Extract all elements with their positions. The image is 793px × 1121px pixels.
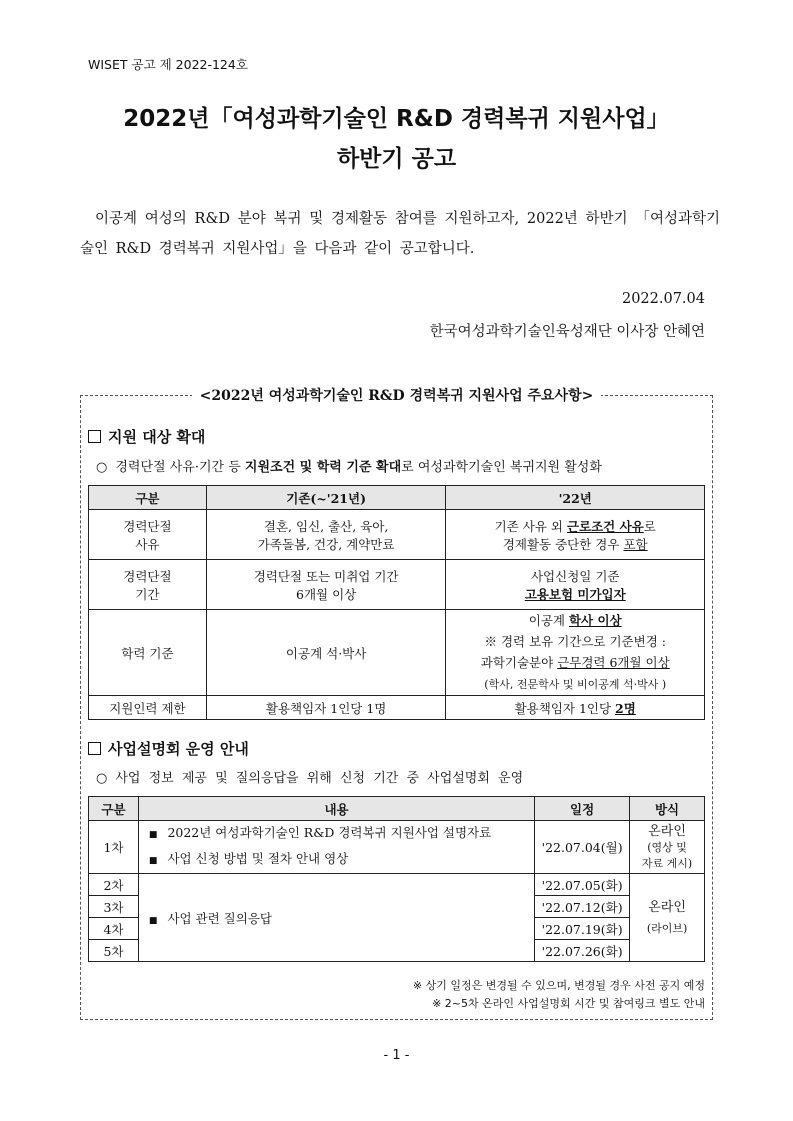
table-row: 학력 기준 이공계 석·박사 이공계 학사 이상 ※ 경력 보유 기간으로 기준변경 : 과학기술분야 근무경력 6개월 이상 (학사, 전문학사 및 비이공계 석·박사 )	[89, 610, 705, 696]
table-row: 경력단절 기간 경력단절 또는 미취업 기간 6개월 이상 사업신청일 기준 고용보험 미가입자	[89, 560, 705, 610]
table-row: 5차 '22.07.26(화)	[89, 940, 705, 962]
link-note: ※ 2~5차 온라인 사업설명회 시간 및 참여링크 별도 안내	[432, 997, 705, 1010]
table-row: 지원인력 제한 활용책임자 1인당 1명 활용책임자 1인당 2명	[89, 696, 705, 720]
notice-date: 2022.07.04	[621, 291, 705, 307]
table-row: 1차 ■ 2022년 여성과학기술인 R&D 경력복귀 지원사업 설명자료 ■ 사업 신청 방법 및 절차 안내 영상 '22.07.04(월) 온라인 (영상 및 자료 게시)	[89, 821, 705, 874]
square-bullet-icon: ■	[148, 856, 158, 866]
square-bullet-icon: ■	[148, 830, 158, 840]
section-heading-briefing: 사업설명회 운영 안내	[88, 738, 249, 759]
schedule-note: ※ 상기 일정은 변경될 수 있으며, 변경될 경우 사전 공지 예정	[412, 979, 705, 992]
document-title: 2022년「여성과학기술인 R&D 경력복귀 지원사업」	[123, 106, 670, 132]
briefing-bullet: ○ 사업 정보 제공 및 질의응답을 위해 신청 기간 중 사업설명회 운영	[96, 771, 524, 786]
circle-bullet-icon: ○	[96, 460, 108, 475]
intro-paragraph: 이공계 여성의 R&D 분야 복귀 및 경제활동 참여를 지원하고자, 2022년 하반기 「여성과학기술인 R&D 경력복귀 지원사업」을 다음과 같이 공고합니다.	[80, 211, 720, 257]
notice-number: WISET 공고 제 2022-124호	[88, 57, 248, 72]
eligibility-table	[88, 485, 705, 720]
checkbox-square-icon	[88, 742, 101, 755]
table-header-row: 구분 기존(~'21년) '22년	[89, 486, 705, 510]
key-points-title: <2022년 여성과학기술인 R&D 경력복귀 지원사업 주요사항>	[0, 385, 793, 405]
table-row: 경력단절 사유 결혼, 임신, 출산, 육아, 가족돌봄, 건강, 계약만료 기존 사유 외 근로조건 사유로 경제활동 중단한 경우 포함	[89, 510, 705, 560]
circle-bullet-icon: ○	[96, 771, 108, 786]
table-row: 3차 '22.07.12(화)	[89, 896, 705, 918]
briefing-schedule-table	[88, 796, 705, 962]
page-number: - 1 -	[383, 1048, 410, 1063]
section-heading-eligibility: 지원 대상 확대	[88, 426, 205, 447]
document-subtitle: 하반기 공고	[336, 146, 457, 172]
table-header-row: 구분 내용 일정 방식	[89, 797, 705, 821]
issuer-signature: 한국여성과학기술인육성재단 이사장 안혜연	[429, 324, 705, 340]
eligibility-bullet: ○ 경력단절 사유·기간 등 지원조건 및 학력 기준 확대로 여성과학기술인 복귀지원 활성화	[96, 460, 602, 475]
table-row: 4차 '22.07.19(화)	[89, 918, 705, 940]
checkbox-square-icon	[88, 430, 101, 443]
square-bullet-icon: ■	[148, 915, 158, 926]
table-row: 2차 ■ 사업 관련 질의응답 '22.07.05(화) 온라인 (라이브)	[89, 874, 705, 896]
